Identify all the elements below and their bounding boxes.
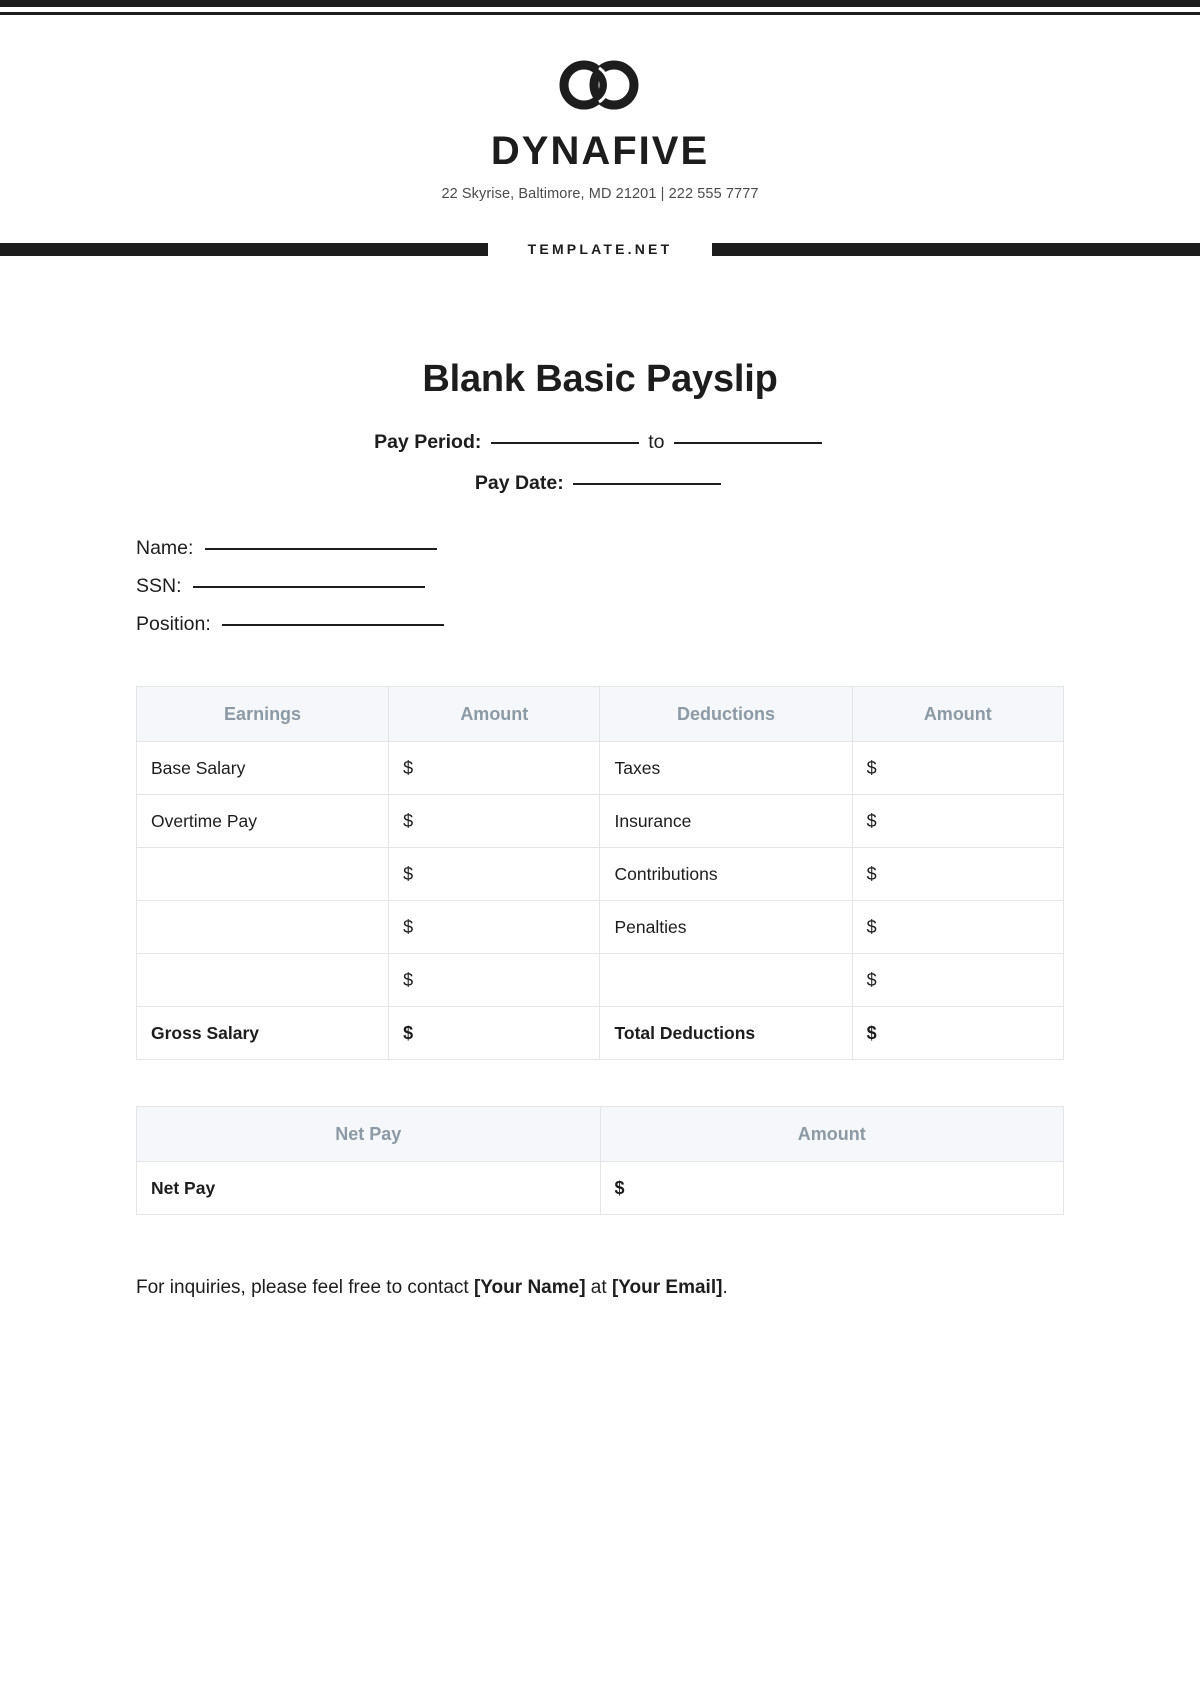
col-header-earnings-amount: Amount [389,687,600,742]
col-header-deductions: Deductions [600,687,852,742]
interlocking-rings-logo-icon [554,57,646,113]
pay-date-blank[interactable] [573,482,721,485]
net-pay-header-row [137,1107,1064,1162]
document-content [0,358,1200,1299]
table-row [137,795,1064,848]
cell-deduction[interactable] [600,954,852,1007]
cell-earning-amount[interactable]: $ [389,742,600,795]
pay-period-start-blank[interactable] [491,441,639,444]
table-row [137,901,1064,954]
band-bar-left [0,243,488,256]
ssn-label: SSN: [136,575,182,597]
inquiry-note [136,1277,1064,1299]
cell-earning[interactable] [137,954,389,1007]
band-bar-right [712,243,1200,256]
field-row-position [136,613,1064,636]
col-header-net-pay: Net Pay [137,1107,601,1162]
table-header-row [137,687,1064,742]
cell-gross-salary-label: Gross Salary [137,1007,389,1060]
net-pay-row [137,1162,1064,1215]
cell-total-deductions-amount[interactable]: $ [852,1007,1063,1060]
template-band [0,238,1200,260]
brand-block [0,15,1200,202]
inquiry-name-placeholder[interactable]: [Your Name] [473,1277,586,1298]
inquiry-middle: at [585,1277,612,1298]
cell-earning[interactable] [137,901,389,954]
page-title: Blank Basic Payslip [422,358,778,400]
cell-deduction-amount[interactable]: $ [852,901,1063,954]
cell-earning-amount[interactable]: $ [389,795,600,848]
cell-earning-amount[interactable]: $ [389,848,600,901]
inquiry-prefix: For inquiries, please feel free to contact [136,1277,474,1298]
cell-earning[interactable]: Overtime Pay [137,795,389,848]
band-label: TEMPLATE.NET [527,241,673,257]
field-row-ssn [136,575,1064,598]
cell-deduction[interactable]: Contributions [600,848,852,901]
employee-fields [136,537,1064,636]
cell-gross-salary-amount[interactable]: $ [389,1007,600,1060]
cell-net-pay-label: Net Pay [137,1162,601,1215]
cell-net-pay-amount[interactable]: $ [600,1162,1064,1215]
inquiry-suffix: . [722,1277,728,1298]
cell-earning[interactable] [137,848,389,901]
earnings-deductions-table [136,686,1064,1060]
pay-date-line [136,472,1064,495]
cell-earning-amount[interactable]: $ [389,901,600,954]
cell-deduction[interactable]: Taxes [600,742,852,795]
col-header-earnings: Earnings [137,687,389,742]
col-header-deductions-amount: Amount [852,687,1063,742]
pay-period-label: Pay Period: [374,431,482,453]
brand-contact: 22 Skyrise, Baltimore, MD 21201 | 222 555 7777 [441,186,759,202]
name-label: Name: [136,537,194,559]
name-blank[interactable] [205,547,437,550]
cell-deduction-amount[interactable]: $ [852,954,1063,1007]
table-row [137,742,1064,795]
cell-deduction[interactable]: Insurance [600,795,852,848]
inquiry-email-placeholder[interactable]: [Your Email] [611,1277,723,1298]
brand-name: DYNAFIVE [490,129,710,173]
position-blank[interactable] [222,623,444,626]
ssn-blank[interactable] [193,585,425,588]
col-header-net-pay-amount: Amount [600,1107,1064,1162]
table-row [137,954,1064,1007]
cell-earning[interactable]: Base Salary [137,742,389,795]
cell-deduction-amount[interactable]: $ [852,795,1063,848]
header-rule-thick [0,0,1200,7]
cell-total-deductions-label: Total Deductions [600,1007,852,1060]
cell-deduction-amount[interactable]: $ [852,848,1063,901]
pay-period-line [136,431,1064,454]
pay-date-label: Pay Date: [474,472,564,494]
cell-deduction[interactable]: Penalties [600,901,852,954]
net-pay-table [136,1106,1064,1215]
table-row [137,848,1064,901]
pay-period-end-blank[interactable] [674,441,822,444]
field-row-name [136,537,1064,560]
table-total-row [137,1007,1064,1060]
cell-deduction-amount[interactable]: $ [852,742,1063,795]
cell-earning-amount[interactable]: $ [389,954,600,1007]
pay-period-joiner: to [648,431,665,453]
position-label: Position: [136,613,211,635]
